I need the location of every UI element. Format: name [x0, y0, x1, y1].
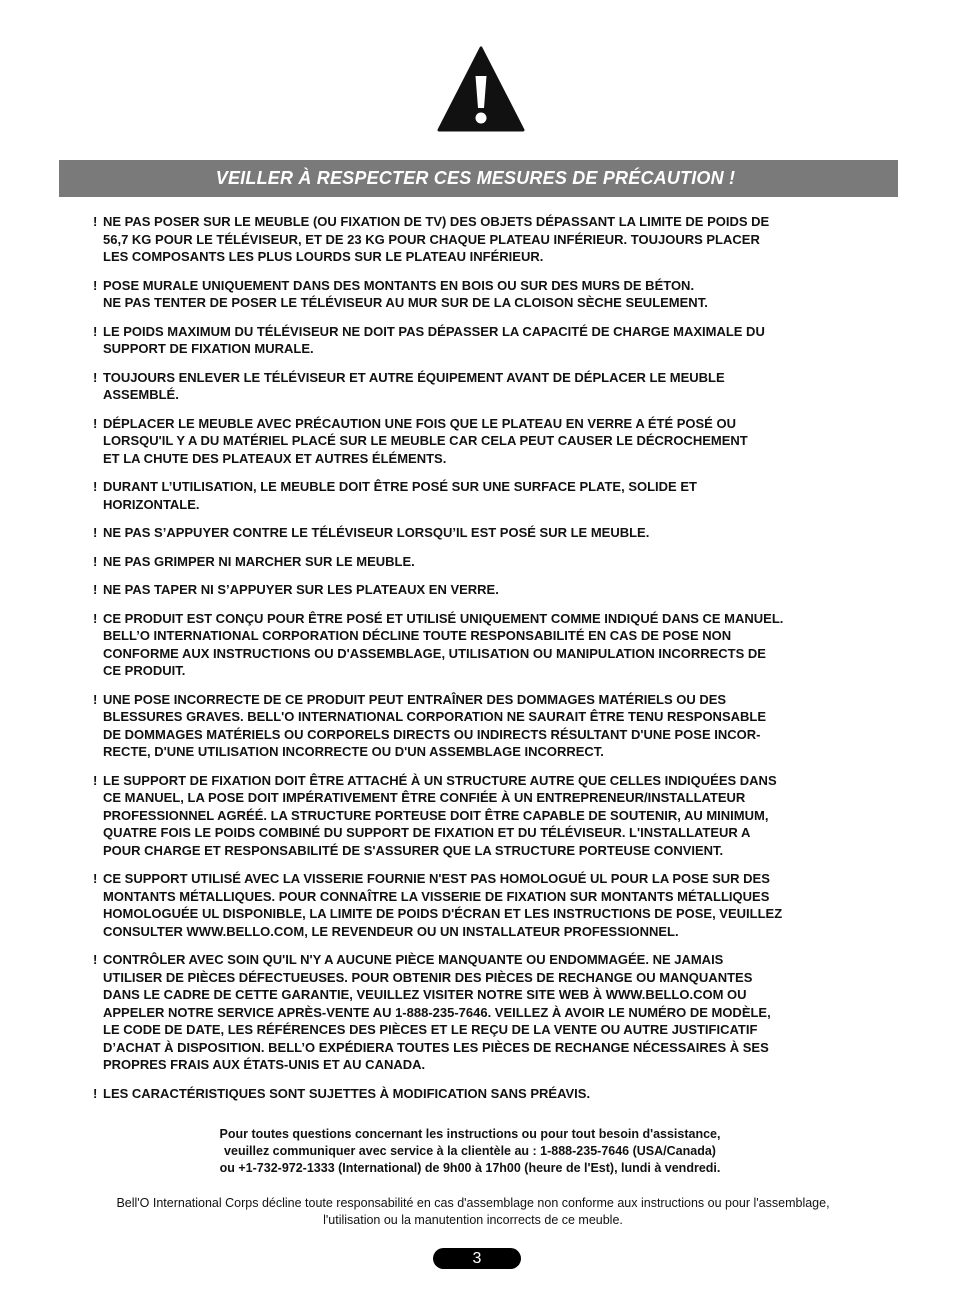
notice-text: LE SUPPORT DE FIXATION DOIT ÊTRE ATTACHÉ À UN STRUCTURE AUTRE QUE CELLES INDIQUÉES DANS CE MANUEL, LA POSE DOIT IMPÉRATIVEMENT ÊTRE CONFIÉE À UN ENTREPRENEUR/INSTALLATEUR PROFESSIONNEL AGRÉÉ. LA STRUCTURE PORTEUSE DOIT ÊTRE CAPABLE DE SOUTENIR, AU MINIMUM, QUATRE FOIS LE POIDS COMBINÉ DU SUPPORT DE FIXATION ET DU TÉLÉVISEUR. L'INSTALLATEUR A POUR CHARGE ET RESPONSABILITÉ DE S'ASSURER QUE LA STRUCTURE PORTEUSE CONVIENT.	[103, 772, 777, 858]
notice-bullet: !	[93, 415, 98, 431]
notice-text: LE POIDS MAXIMUM DU TÉLÉVISEUR NE DOIT PAS DÉPASSER LA CAPACITÉ DE CHARGE MAXIMALE DU SUPPORT DE FIXATION MURALE.	[103, 323, 765, 356]
notice-item	[93, 772, 873, 860]
notice-text: LES CARACTÉRISTIQUES SONT SUJETTES À MODIFICATION SANS PRÉAVIS.	[103, 1085, 591, 1101]
notice-bullet: !	[93, 214, 98, 229]
contact-line: ou +1-732-972-1333 (International) de 9h00 à 17h00 (heure de l'Est), lundi à vendredi.	[219, 1161, 721, 1175]
notice-text: NE PAS S’APPUYER CONTRE LE TÉLÉVISEUR LORSQU’IL EST POSÉ SUR LE MEUBLE.	[103, 525, 650, 540]
notice-item	[93, 581, 873, 599]
page-number: 3	[472, 1249, 482, 1267]
notice-text: TOUJOURS ENLEVER LE TÉLÉVISEUR ET AUTRE ÉQUIPEMENT AVANT DE DÉPLACER LE MEUBLE ASSEMBLÉ.	[103, 369, 725, 402]
notice-text: NE PAS POSER SUR LE MEUBLE (OU FIXATION DE TV) DES OBJETS DÉPASSANT LA LIMITE DE POIDS DE 56,7 KG POUR LE TÉLÉVISEUR, ET DE 23 KG POUR CHAQUE PLATEAU INFÉRIEUR. TOUJOURS PLACER LES COMPOSANTS LES PLUS LOURDS SUR LE PLATEAU INFÉRIEUR.	[103, 214, 770, 264]
notice-bullet: !	[93, 479, 98, 494]
notice-bullet: !	[93, 871, 98, 886]
banner-title: VEILLER À RESPECTER CES MESURES DE PRÉCAUTION !	[215, 168, 736, 188]
contact-line: veuillez communiquer avec service à la clientèle au : 1-888-235-7646 (USA/Canada)	[224, 1144, 716, 1158]
disclaimer-line: l'utilisation ou la manutention incorrects de ce meuble.	[323, 1213, 623, 1227]
notice-bullet: !	[93, 1085, 98, 1101]
notice-bullet: !	[93, 277, 98, 293]
notice-item	[93, 951, 873, 1074]
notice-bullet: !	[93, 525, 98, 540]
precautions-banner	[59, 160, 898, 197]
notice-item	[93, 323, 873, 358]
notice-bullet: !	[93, 323, 98, 339]
notice-bullet: !	[93, 772, 98, 788]
disclaimer-line: Bell'O International Corps décline toute responsabilité en cas d'assemblage non conforme aux instructions ou pour l'assemblage,	[116, 1196, 830, 1210]
notice-text: CONTRÔLER AVEC SOIN QU'IL N'Y A AUCUNE PIÈCE MANQUANTE OU ENDOMMAGÉE. NE JAMAIS UTILISER DE PIÈCES DÉFECTUEUSES. POUR OBTENIR DES PIÈCES DE RECHANGE OU MANQUANTES DANS LE CADRE DE CETTE GARANTIE, VEUILLEZ VISITER NOTRE SITE WEB À WWW.BELLO.COM OU APPELER NOTRE SERVICE APRÈS-VENTE AU 1-888-235-7646. VEILLEZ À AVOIR LE NUMÉRO DE MODÈLE, LE CODE DE DATE, LES RÉFÉRENCES DES PIÈCES ET LE REÇU DE LA VENTE OU AUTRE JUSTIFICATIF D’ACHAT À DISPOSITION. BELL’O EXPÉDIERA TOUTES LES PIÈCES DE RECHANGE NÉCESSAIRES À SES PROPRES FRAIS AUX ÉTATS-UNIS ET AU CANADA.	[103, 952, 771, 1072]
contact-line: Pour toutes questions concernant les instructions ou pour tout besoin d'assistance,	[219, 1127, 721, 1141]
notice-bullet: !	[93, 582, 98, 597]
notice-item	[93, 213, 873, 266]
notice-text: NE PAS GRIMPER NI MARCHER SUR LE MEUBLE.	[103, 553, 415, 569]
page-number-badge	[433, 1248, 521, 1269]
warning-triangle-icon	[437, 46, 525, 132]
notice-item	[93, 610, 873, 680]
notice-item	[93, 870, 873, 940]
notice-bullet: !	[93, 952, 98, 967]
notice-text: POSE MURALE UNIQUEMENT DANS DES MONTANTS EN BOIS OU SUR DES MURS DE BÉTON. NE PAS TENTER DE POSER LE TÉLÉVISEUR AU MUR SUR DE LA CLOISON SÈCHE SEULEMENT.	[103, 277, 708, 310]
notice-text: CE PRODUIT EST CONÇU POUR ÊTRE POSÉ ET UTILISÉ UNIQUEMENT COMME INDIQUÉ DANS CE MANUEL. BELL’O INTERNATIONAL CORPORATION DÉCLINE TOUTE RESPONSABILITÉ EN CAS DE POSE NON CONFORME AUX INSTRUCTIONS OU D'ASSEMBLAGE, UTILISATION OU MANIPULATION INCORRECTS DE CE PRODUIT.	[103, 610, 784, 678]
precautions-list	[93, 213, 873, 1113]
notice-item	[93, 415, 873, 468]
customer-service-contact	[0, 1126, 954, 1177]
notice-item	[93, 277, 873, 312]
notice-text: DÉPLACER LE MEUBLE AVEC PRÉCAUTION UNE FOIS QUE LE PLATEAU EN VERRE A ÉTÉ POSÉ OU LORSQU'IL Y A DU MATÉRIEL PLACÉ SUR LE MEUBLE CAR CELA PEUT CAUSER LE DÉCROCHEMENT ET LA CHUTE DES PLATEAUX ET AUTRES ÉLÉMENTS.	[103, 415, 748, 466]
notice-item	[93, 691, 873, 761]
notice-bullet: !	[93, 691, 98, 707]
notice-text: NE PAS TAPER NI S’APPUYER SUR LES PLATEAUX EN VERRE.	[103, 582, 499, 597]
notice-text: CE SUPPORT UTILISÉ AVEC LA VISSERIE FOURNIE N'EST PAS HOMOLOGUÉ UL POUR LA POSE SUR DES MONTANTS MÉTALLIQUES. POUR CONNAÎTRE LA VISSERIE DE FIXATION SUR MONTANTS MÉTALLIQUES HOMOLOGUÉE UL DISPONIBLE, LA LIMITE DE POIDS D'ÉCRAN ET LES INSTRUCTIONS DE POSE, VEUILLEZ CONSULTER WWW.BELLO.COM, LE REVENDEUR OU UN INSTALLATEUR PROFESSIONNEL.	[103, 871, 783, 939]
notice-item	[93, 478, 873, 513]
notice-text: UNE POSE INCORRECTE DE CE PRODUIT PEUT ENTRAÎNER DES DOMMAGES MATÉRIELS OU DES BLESSURES GRAVES. BELL'O INTERNATIONAL CORPORATION NE SAURAIT ÊTRE TENU RESPONSABLE DE DOMMAGES MATÉRIELS OU CORPORELS DIRECTS OU INDIRECTS RÉSULTANT D'UNE POSE INCOR- RECTE, D'UNE UTILISATION INCORRECTE OU D'UN ASSEMBLAGE INCORRECT.	[103, 691, 767, 759]
notice-item	[93, 369, 873, 404]
notice-bullet: !	[93, 369, 98, 385]
notice-item	[93, 553, 873, 571]
liability-disclaimer	[0, 1195, 954, 1229]
notice-text: DURANT L’UTILISATION, LE MEUBLE DOIT ÊTRE POSÉ SUR UNE SURFACE PLATE, SOLIDE ET HORIZONTALE.	[103, 479, 697, 512]
notice-bullet: !	[93, 553, 98, 569]
notice-bullet: !	[93, 610, 98, 626]
notice-item	[93, 524, 873, 542]
notice-item	[93, 1085, 873, 1103]
